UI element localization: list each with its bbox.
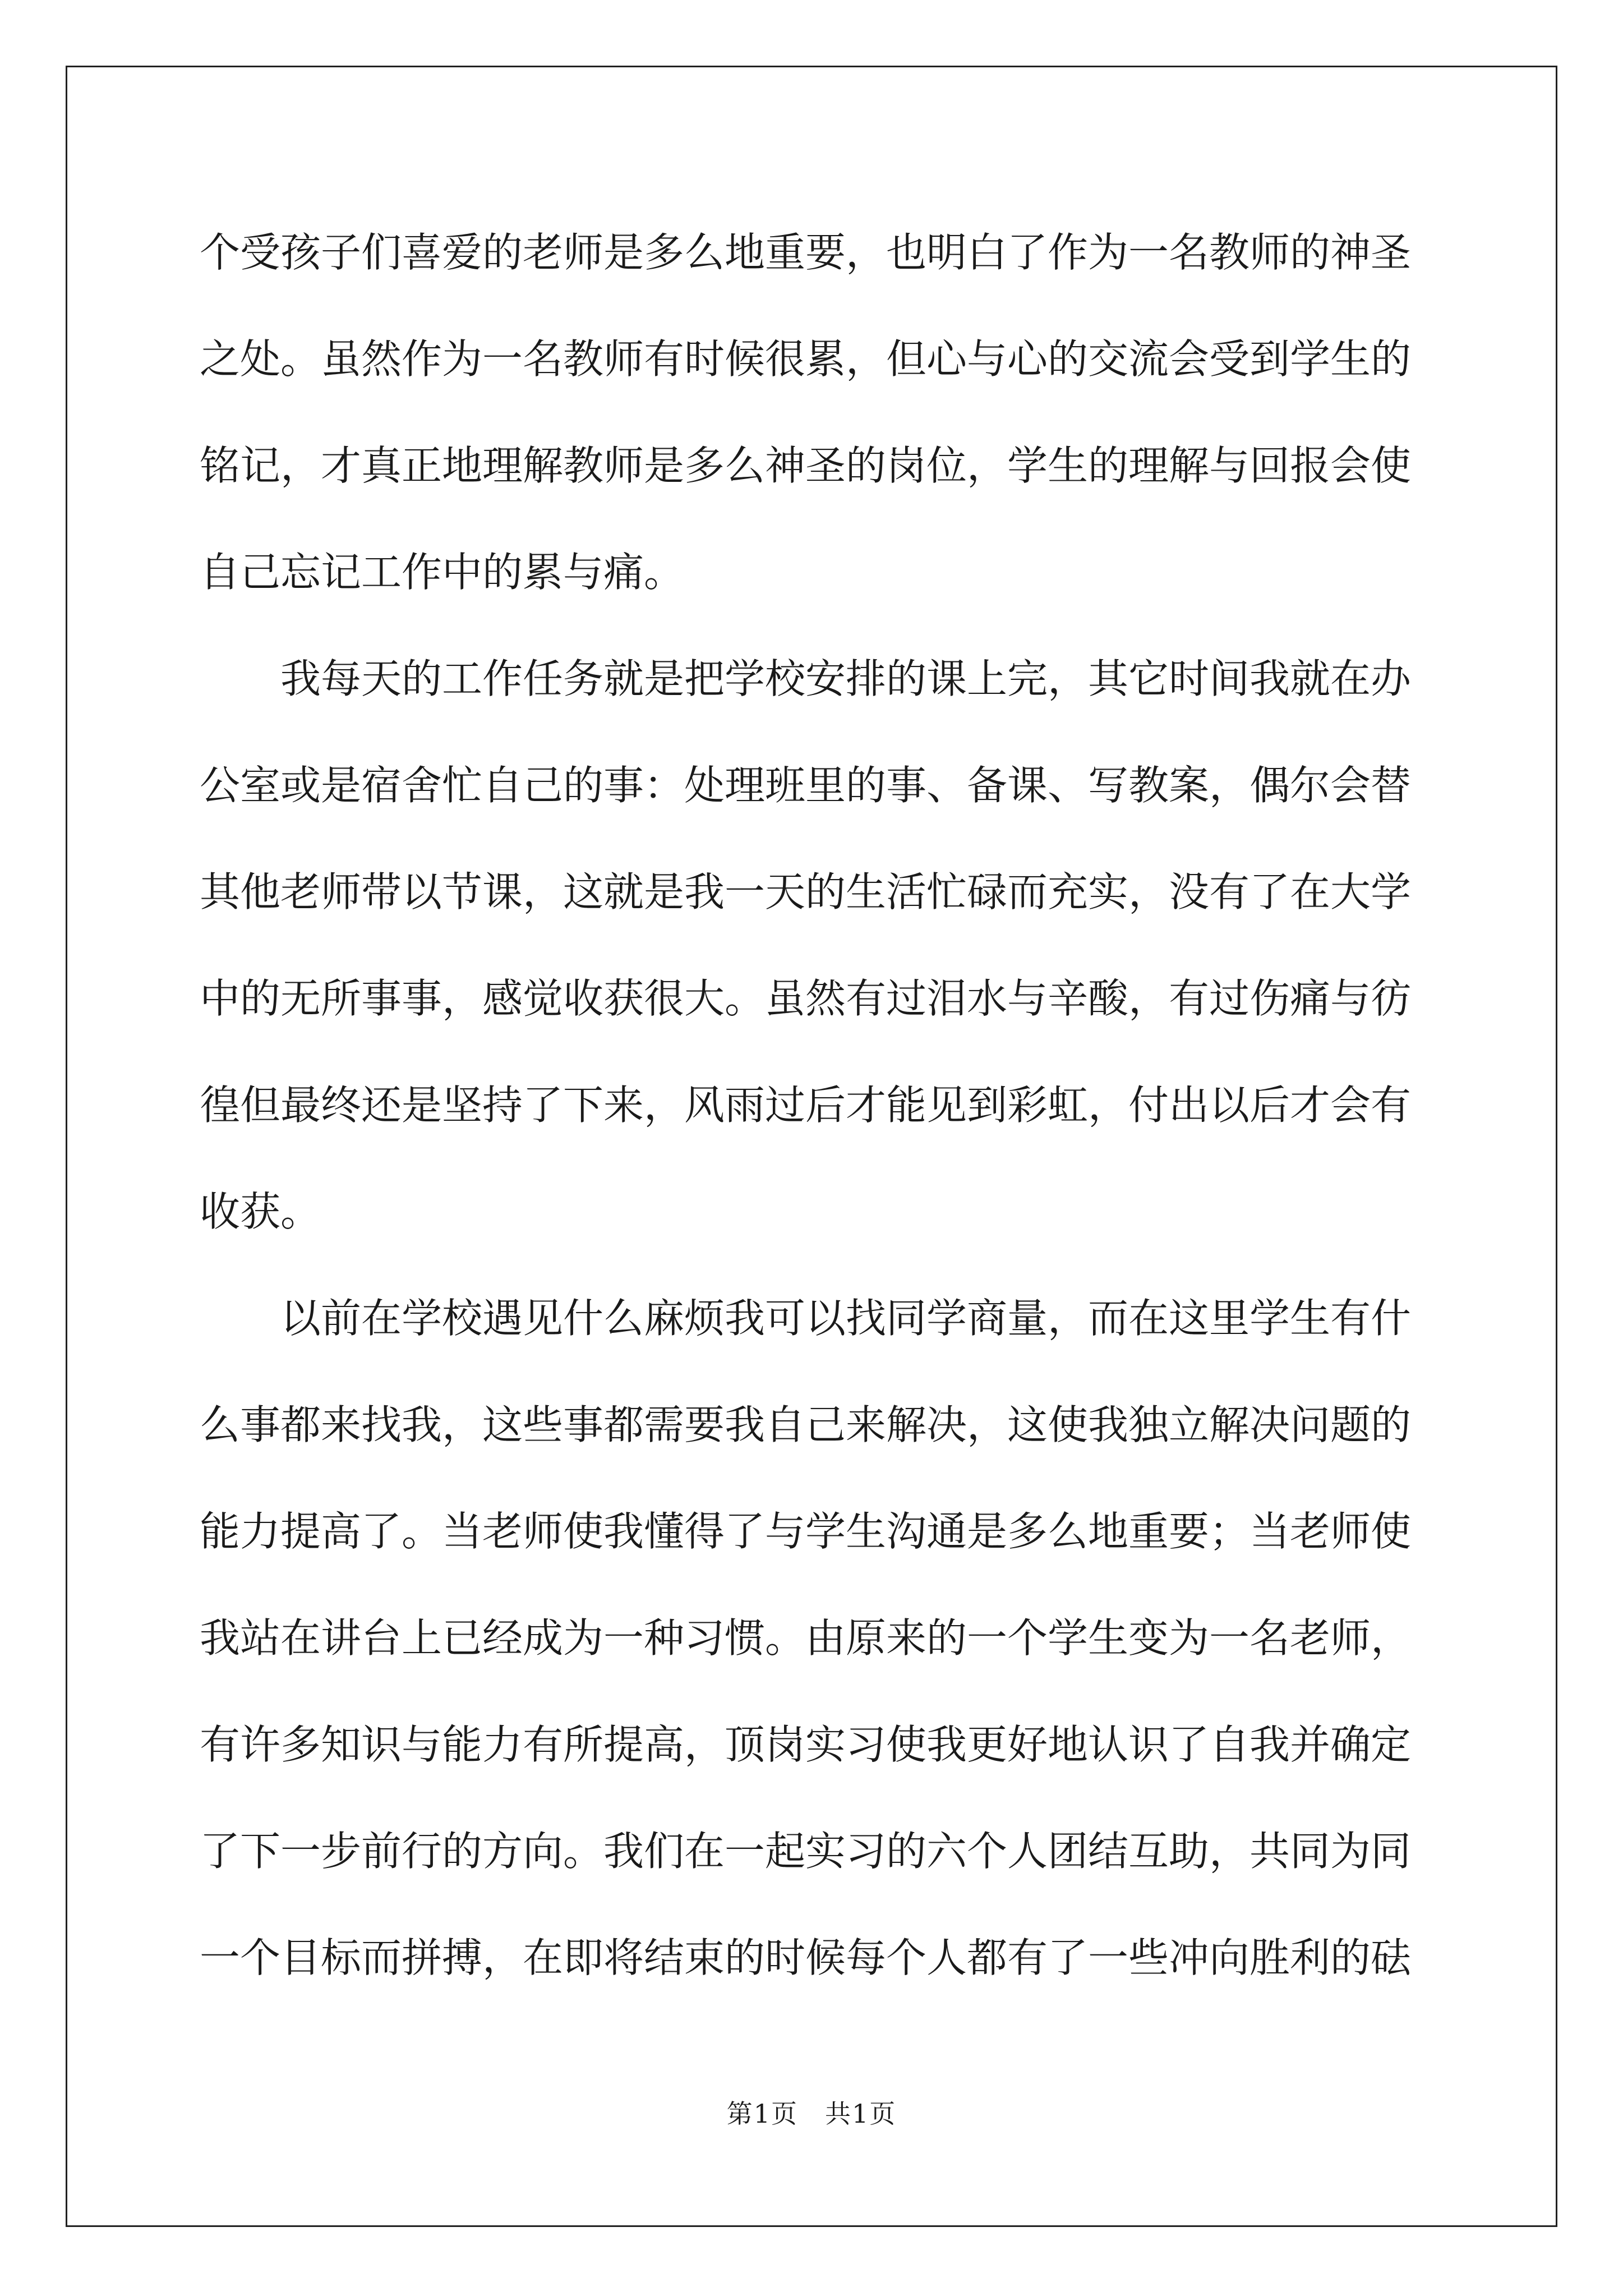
text-line-7: 其他老师带以节课，这就是我一天的生活忙碌而充实，没有了在大学	[200, 868, 1412, 915]
text-line-16: 了下一步前行的方向。我们在一起实习的六个人团结互助，共同为同	[200, 1828, 1412, 1875]
text-line-3: 铭记，才真正地理解教师是多么神圣的岗位，学生的理解与回报会使	[200, 442, 1412, 489]
text-line-11: 以前在学校遇见什么麻烦我可以找同学商量，而在这里学生有什	[200, 1295, 1412, 1342]
text-line-6: 公室或是宿舍忙自己的事：处理班里的事、备课、写教案，偶尔会替	[200, 762, 1412, 809]
text-line-2: 之处。虽然作为一名教师有时候很累，但心与心的交流会受到学生的	[200, 335, 1412, 383]
text-line-5: 我每天的工作任务就是把学校安排的课上完，其它时间我就在办	[200, 655, 1412, 702]
text-line-10: 收获。	[200, 1188, 321, 1235]
text-line-9: 徨但最终还是坚持了下来，风雨过后才能见到彩虹，付出以后才会有	[200, 1082, 1412, 1129]
page-footer: 第1页 共1页	[726, 2099, 897, 2129]
text-line-8: 中的无所事事，感觉收获很大。虽然有过泪水与辛酸，有过伤痛与彷	[200, 975, 1412, 1022]
text-line-13: 能力提高了。当老师使我懂得了与学生沟通是多么地重要；当老师使	[200, 1508, 1412, 1555]
text-line-12: 么事都来找我，这些事都需要我自己来解决，这使我独立解决问题的	[200, 1401, 1412, 1448]
text-line-4: 自己忘记工作中的累与痛。	[200, 549, 685, 596]
text-line-1: 个受孩子们喜爱的老师是多么地重要，也明白了作为一名教师的神圣	[200, 229, 1412, 276]
text-line-14: 我站在讲台上已经成为一种习惯。由原来的一个学生变为一名老师，	[200, 1614, 1412, 1662]
text-line-17: 一个目标而拼搏，在即将结束的时候每个人都有了一些冲向胜利的砝	[200, 1934, 1412, 1981]
text-line-15: 有许多知识与能力有所提高，顶岗实习使我更好地认识了自我并确定	[200, 1721, 1412, 1768]
page-border	[66, 66, 1557, 2227]
